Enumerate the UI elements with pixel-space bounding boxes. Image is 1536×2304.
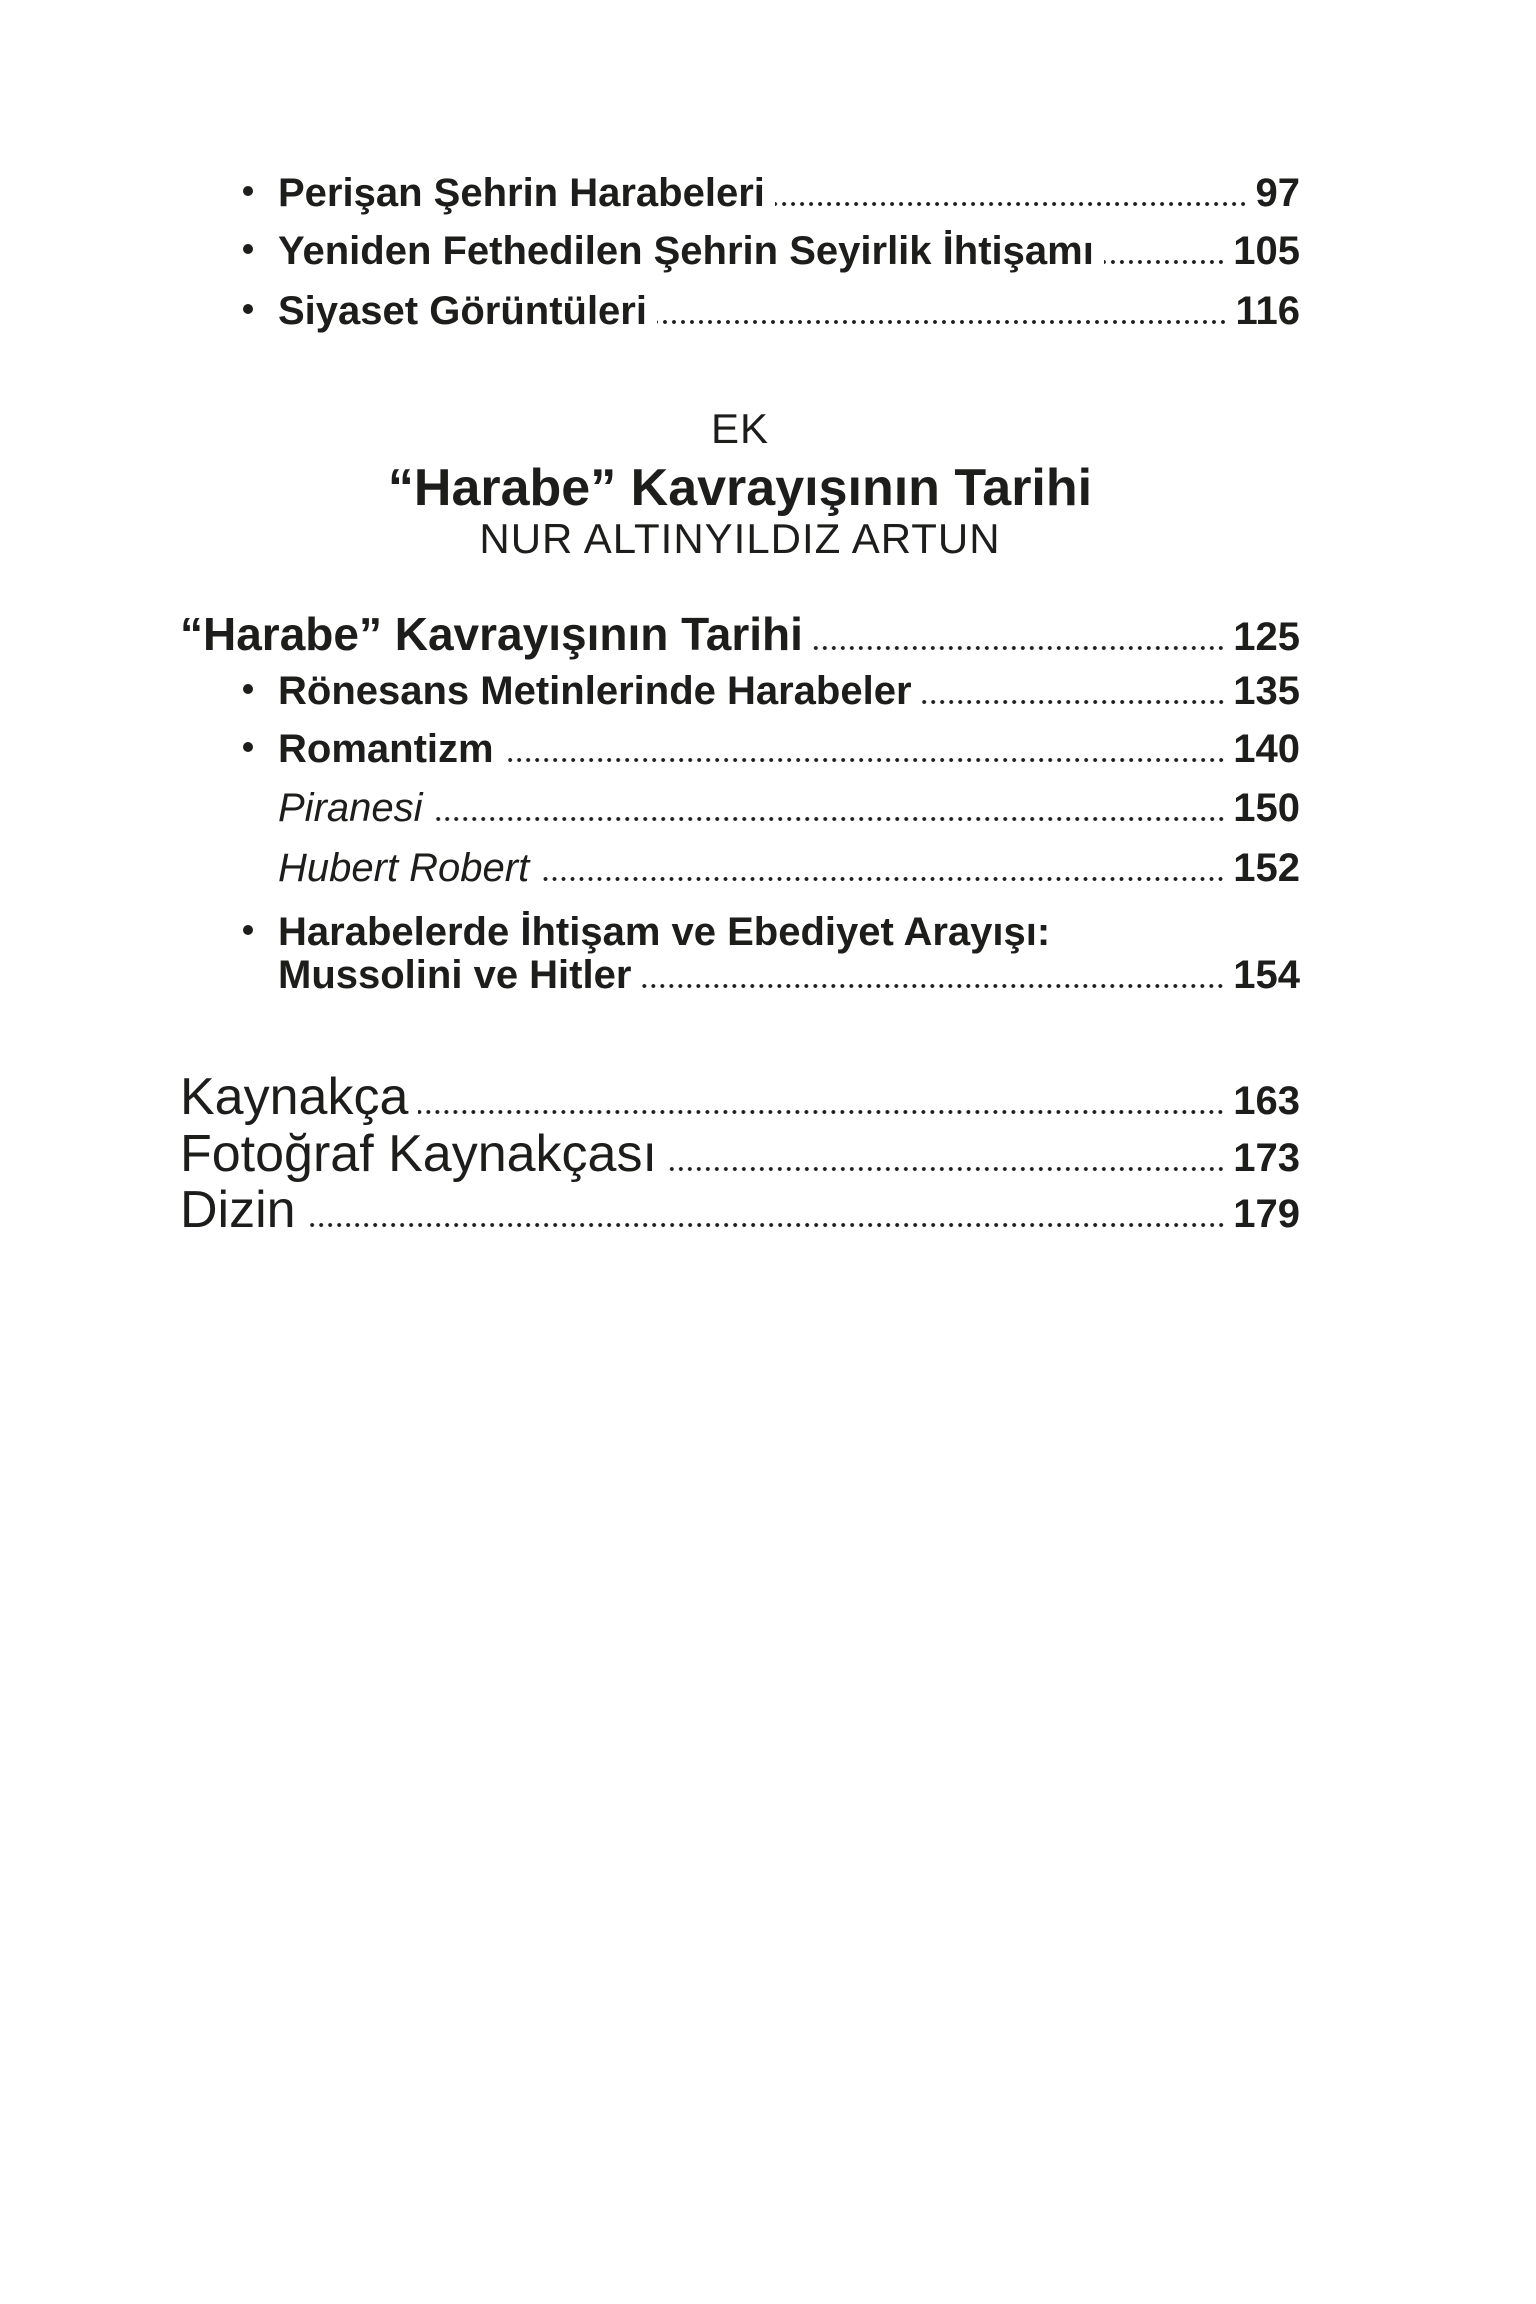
dot-leader [418, 1110, 1225, 1114]
bullet-icon [243, 304, 253, 314]
bullet-icon [243, 186, 253, 196]
toc-page-number: 125 [1233, 615, 1300, 659]
dot-leader [306, 1223, 1226, 1227]
appendix-kicker: EK [710, 405, 770, 452]
dot-leader [813, 646, 1225, 650]
appendix-author: NUR ALTINYILDIZ ARTUN [479, 515, 1001, 562]
appendix-title: “Harabe” Kavrayışının Tarihi [387, 459, 1093, 517]
toc-entry [180, 171, 1300, 216]
toc-entry-label: Rönesans Metinlerinde Harabeler [278, 669, 912, 713]
toc-entry-label: Dizin [180, 1181, 296, 1239]
toc-entry-label: Yeniden Fethedilen Şehrin Seyirlik İhtişamı [278, 229, 1094, 273]
toc-page-number: 97 [1255, 171, 1300, 215]
toc-sub-entry [180, 786, 1300, 831]
toc-entry-two-line [180, 911, 1300, 998]
toc-page-number: 154 [1233, 953, 1300, 997]
toc-page-number: 135 [1233, 669, 1300, 713]
toc-entry-label-line2: Mussolini ve Hitler [278, 953, 632, 997]
dot-leader [433, 817, 1226, 821]
dot-leader [504, 758, 1226, 762]
toc-entry [180, 289, 1300, 334]
toc-entry-label: Kaynakça [180, 1068, 409, 1126]
dot-leader [539, 877, 1225, 881]
toc-chapter-entry [180, 608, 1300, 660]
toc-entry [180, 229, 1300, 274]
dot-leader [1104, 260, 1225, 264]
dot-leader [641, 984, 1225, 988]
toc-page-number: 152 [1233, 846, 1300, 890]
dot-leader [657, 320, 1227, 324]
toc-page-number: 163 [1233, 1079, 1300, 1123]
bullet-icon [243, 742, 253, 752]
toc-page-number: 150 [1233, 786, 1300, 830]
toc-entry-label: Romantizm [278, 727, 494, 771]
toc-page-number: 116 [1235, 289, 1300, 333]
dot-leader [667, 1167, 1225, 1171]
toc-page-number: 179 [1233, 1192, 1300, 1236]
toc-entry [180, 727, 1300, 772]
back-matter-entry [180, 1068, 1300, 1126]
dot-leader [922, 700, 1226, 704]
toc-sub-entry [180, 846, 1300, 891]
bullet-icon [243, 244, 253, 254]
toc-page-number: 173 [1233, 1136, 1300, 1180]
toc-entry-label: Siyaset Görüntüleri [278, 289, 647, 333]
bullet-icon [243, 925, 253, 935]
toc-page-number: 105 [1233, 229, 1300, 273]
bullet-icon [243, 684, 253, 694]
back-matter-entry [180, 1125, 1300, 1183]
back-matter-entry [180, 1181, 1300, 1239]
toc-entry-label: Hubert Robert [278, 846, 530, 890]
toc-entry-label: Perişan Şehrin Harabeleri [278, 171, 765, 215]
dot-leader [775, 202, 1248, 206]
toc-entry-label-line1: Harabelerde İhtişam ve Ebediyet Arayışı: [278, 910, 1051, 954]
toc-entry-label: Piranesi [278, 786, 423, 830]
toc-entry [180, 669, 1300, 714]
toc-page-number: 140 [1233, 727, 1300, 771]
toc-entry-label: Fotoğraf Kaynakçası [180, 1125, 657, 1183]
toc-entry-label: “Harabe” Kavrayışının Tarihi [180, 608, 803, 660]
